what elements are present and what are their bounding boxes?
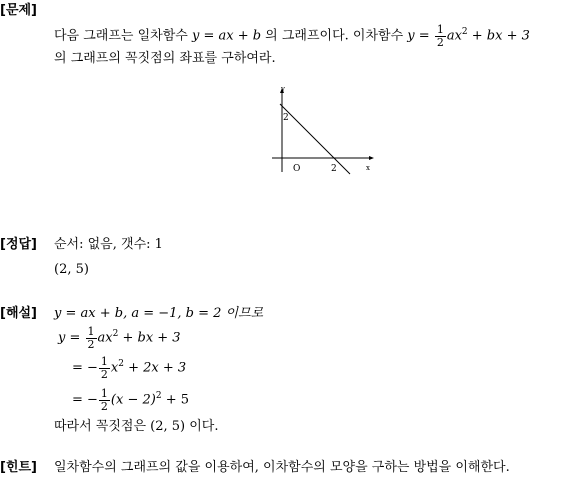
- problem-line-1: [54, 24, 530, 48]
- eq3-tail: + 5: [161, 392, 189, 408]
- answer-line-1: 순서: 없음, 갯수: 1: [54, 237, 163, 252]
- eq3-exponent: 2: [155, 391, 162, 402]
- fraction-numerator: 1: [436, 23, 444, 36]
- y-intercept-label: 2: [283, 113, 289, 123]
- hint-text: 일차함수의 그래프의 값을 이용하여, 이차함수의 모양을 구하는 방법을 이해한다.: [54, 460, 510, 475]
- eq2-fraction-denominator: 2: [100, 367, 108, 381]
- quadratic-term: ax: [446, 28, 462, 44]
- solution-equation-2: [72, 356, 186, 380]
- solution-conclusion: 따라서 꼭짓점은 (2, 5) 이다.: [54, 419, 219, 434]
- eq2-term: x: [110, 360, 119, 376]
- problem-header: [문제]: [0, 3, 37, 18]
- x-axis-label: x: [366, 164, 370, 172]
- solution-equation-3: [72, 388, 189, 412]
- eq1-lhs: y =: [58, 330, 81, 346]
- eq2-fraction-numerator: 1: [100, 355, 108, 368]
- eq1-term: ax: [97, 330, 113, 346]
- eq2-lhs: = −: [72, 360, 98, 376]
- function-line: [280, 104, 350, 174]
- eq1-fraction: [86, 326, 97, 350]
- linear-function: y = ax + b: [191, 28, 262, 44]
- problem-text-prefix: 다음 그래프는 일차함수: [54, 28, 192, 44]
- y-axis-label: y: [281, 85, 285, 93]
- eq1-exponent: 2: [112, 329, 119, 340]
- quadratic-exponent: 2: [461, 27, 468, 38]
- eq3-fraction-numerator: 1: [100, 387, 108, 400]
- eq1-tail: + bx + 3: [118, 330, 181, 346]
- solution-header: [해설]: [0, 306, 37, 321]
- eq3-fraction: [99, 388, 110, 412]
- eq3-fraction-denominator: 2: [100, 399, 108, 413]
- solution-line-1: y = ax + b, a = −1, b = 2 이므로: [54, 306, 264, 321]
- problem-text-mid: 의 그래프이다. 이차함수: [261, 28, 408, 44]
- answer-line-2: (2, 5): [54, 262, 89, 277]
- eq2-fraction: [99, 356, 110, 380]
- linear-graph: [262, 82, 382, 182]
- x-intercept-label: 2: [331, 164, 337, 174]
- quadratic-lhs: y =: [407, 28, 430, 44]
- hint-header: [힌트]: [0, 460, 37, 475]
- answer-header: [정답]: [0, 237, 37, 252]
- fraction-denominator: 2: [436, 35, 444, 49]
- eq2-exponent: 2: [118, 359, 124, 370]
- solution-equation-1: [58, 326, 181, 350]
- quadratic-tail: + bx + 3: [467, 28, 530, 44]
- x-axis-arrow: [369, 156, 374, 160]
- fraction-one-half: [435, 24, 446, 48]
- eq1-fraction-denominator: 2: [87, 337, 95, 351]
- origin-label: O: [293, 164, 301, 174]
- eq3-term: (x − 2): [110, 392, 156, 408]
- eq2-tail: + 2x + 3: [124, 360, 187, 376]
- problem-line-2: 의 그래프의 꼭짓점의 좌표를 구하여라.: [54, 51, 276, 66]
- eq3-lhs: = −: [72, 392, 98, 408]
- eq1-fraction-numerator: 1: [87, 325, 95, 338]
